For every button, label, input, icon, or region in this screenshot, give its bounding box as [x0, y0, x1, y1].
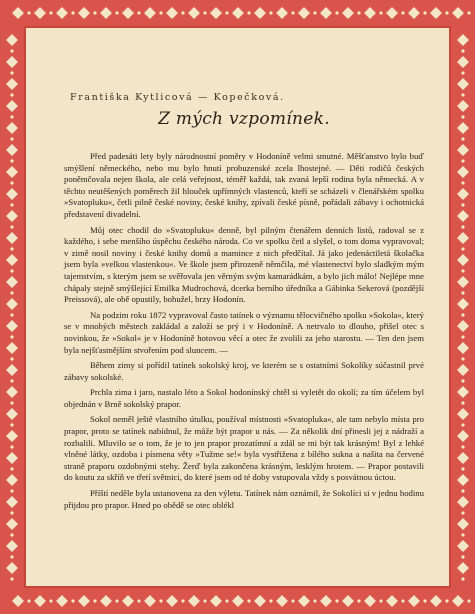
border-ornament [457, 56, 469, 68]
paragraph: Příští neděle byla ustanovena za den výletu. Tatínek nám oznámil, že Sokolíci si v jednu hodinu přijdou pro prapor. Hned po obědě se otec oblékl [64, 488, 424, 510]
border-ornament [137, 599, 140, 602]
border-ornament [181, 11, 184, 14]
border-ornament [461, 489, 464, 492]
border-ornament [34, 7, 46, 19]
border-ornament [445, 11, 448, 14]
border-ornament [6, 364, 18, 376]
border-ornament [457, 386, 469, 398]
border-ornament [457, 298, 469, 310]
border-ornament [6, 166, 18, 178]
border-ornament [276, 595, 288, 607]
border-ornament [457, 188, 469, 200]
border-ornament [461, 49, 464, 52]
border-ornament [457, 276, 469, 288]
border-ornament [188, 7, 200, 19]
border-ornament [408, 7, 420, 19]
paragraph: Můj otec chodil do »Svatopluku« denně, byl pilným čtenářem denních listů, radoval se z každého, i sebe menšího úspěchu českého národa. Co ve spolku četl a slyšel, o tom doma vypravoval; v zimě nosil noviny i české knihy domů a mamince z nich předčítal. Já jako jedenáctiletá školačka jsem byla »velkou vlastenkou«. Ve škole jsem přirozeně němčila, mé vlastenectví bylo sladkým mým tajemstvím, s kterým jsem se svěřovala jen věrným svým kamarádkám, a bylo jich málo! Nejlépe mne chápaly stejně smýšlející Emilka Mudrochová, dcerka berního úředníka a Gábinka Sekerová (pozdější Preissová), ale obě opustily, bohužel, brzy Hodonín. [64, 224, 424, 305]
border-ornament [10, 511, 13, 514]
border-ornament [457, 254, 469, 266]
border-ornament [457, 474, 469, 486]
border-ornament [166, 7, 178, 19]
border-ornament [467, 11, 470, 14]
border-ornament [6, 210, 18, 222]
border-ornament [10, 335, 13, 338]
border-ornament [78, 7, 90, 19]
border-ornament [457, 540, 469, 552]
border-ornament [159, 599, 162, 602]
border-ornament [247, 11, 250, 14]
border-ornament [12, 595, 24, 607]
border-ornament [71, 11, 74, 14]
border-ornament [313, 11, 316, 14]
paragraph: Sokol neměl ještě vlastního útulku, používal místnosti »Svatopluka«, ale tam nebylo místa pro prapor, proto se tatínek nabídnul, že může být prapor u nás. — Za několik dní přinesli jej z nádraží a rozbalili. Mluvilo se o tom, že je to jen prapor prozatímní a zdál se mi být tak krásným! Byl z lehké vlněné látky, ozdoba i písmena věty »Tužme se!« byla vystřižena z bílého sukna a našita na červené straně praporu ozdobnými stehy. Žerď byla zakončena krásným, lesklým hrotem. — Prapor postavili do koutu za skříň ve třetí světnici, do které jsem od té doby vstupovala vždy s posvátnou úctou. [64, 414, 424, 483]
border-ornament [452, 595, 464, 607]
border-ornament [335, 11, 338, 14]
border-ornament [467, 599, 470, 602]
border-ornament [461, 137, 464, 140]
border-ornament [461, 247, 464, 250]
border-ornament [6, 78, 18, 90]
border-ornament [6, 342, 18, 354]
border-ornament [457, 34, 469, 46]
border-ornament [461, 225, 464, 228]
border-ornament [445, 599, 448, 602]
border-ornament [461, 423, 464, 426]
border-ornament [225, 599, 228, 602]
border-ornament [10, 225, 13, 228]
border-ornament [10, 555, 13, 558]
border-ornament [430, 595, 442, 607]
border-ornament [6, 452, 18, 464]
border-ornament [10, 247, 13, 250]
border-ornament [6, 562, 18, 574]
border-ornament [408, 595, 420, 607]
border-ornament [313, 599, 316, 602]
article-title: Z mých vzpomínek. [158, 109, 330, 129]
border-ornament [461, 159, 464, 162]
border-ornament [232, 7, 244, 19]
border-ornament [423, 11, 426, 14]
border-ornament [100, 595, 112, 607]
border-ornament [457, 166, 469, 178]
border-ornament [364, 595, 376, 607]
border-ornament [457, 78, 469, 90]
paragraph: Na podzim roku 1872 vypravoval často tatínek o významu tělocvičného spolku »Sokola«, který se v mnohých městech zakládal a založí se prý i v Hodoníně. A netrvalo to dlouho, přišel otec s novinkou, že »Sokol« je v Hodoníně hotovou věcí a otec že zvolili za jeho starostu. — Ten den jsem byla nejšťastnějším stvořením pod sluncem. — [64, 309, 424, 355]
border-ornament [6, 276, 18, 288]
border-ornament [379, 11, 382, 14]
border-ornament [210, 7, 222, 19]
border-ornament [6, 386, 18, 398]
border-ornament [10, 159, 13, 162]
border-ornament [144, 7, 156, 19]
border-ornament [210, 595, 222, 607]
border-ornament [342, 7, 354, 19]
border-ornament [115, 599, 118, 602]
border-ornament [401, 599, 404, 602]
paragraph: Před padesáti lety byly národnostní poměry v Hodoníně velmi smutné. Měšťanstvo bylo buď smýšlení německého, nebo mu bylo hnutí probuzenské zcela lhostejné. — Děti rodičů českých poněmčovala nejen škola, ale celá veřejnost, téměř každá, tak zvaná lepší rodina byla německá. A v těchto neutěšených poměrech žil hlouček upřímných vlastenců, kteří se scházeli v členářském spolku »Svatopluku«, četli pilně české noviny, české knihy, zpívali české písně, pořádali zábavy i ochotnická představení divadelní. [64, 151, 424, 219]
border-ornament [461, 203, 464, 206]
border-ornament [6, 474, 18, 486]
border-ornament [457, 320, 469, 332]
border-ornament [291, 599, 294, 602]
border-ornament [56, 7, 68, 19]
border-ornament [34, 595, 46, 607]
border-ornament [457, 342, 469, 354]
border-ornament [461, 181, 464, 184]
border-ornament [6, 188, 18, 200]
border-ornament [357, 599, 360, 602]
border-ornament [457, 430, 469, 442]
border-ornament [10, 489, 13, 492]
border-ornament [10, 181, 13, 184]
border-ornament [10, 269, 13, 272]
border-ornament [225, 11, 228, 14]
border-ornament [457, 364, 469, 376]
border-ornament [269, 599, 272, 602]
border-ornament [6, 254, 18, 266]
paragraph: Prchla zima i jaro, nastalo léto a Sokol hodonínský chtěl si vyletět do okolí; za tím účelem byl objednán v Brně sokolský prapor. [64, 387, 424, 409]
border-ornament [6, 144, 18, 156]
border-ornament [457, 122, 469, 134]
border-ornament [232, 595, 244, 607]
border-ornament [27, 11, 30, 14]
border-ornament [6, 122, 18, 134]
border-ornament [12, 7, 24, 19]
border-ornament [335, 599, 338, 602]
border-ornament [461, 115, 464, 118]
border-ornament [452, 7, 464, 19]
border-ornament [461, 577, 464, 580]
border-ornament [461, 511, 464, 514]
border-ornament [291, 11, 294, 14]
border-ornament [461, 357, 464, 360]
border-ornament [10, 379, 13, 382]
border-ornament [56, 595, 68, 607]
border-ornament [269, 11, 272, 14]
border-ornament [320, 595, 332, 607]
border-ornament [78, 595, 90, 607]
border-ornament [457, 100, 469, 112]
border-ornament [6, 518, 18, 530]
border-ornament [461, 401, 464, 404]
border-ornament [6, 298, 18, 310]
border-ornament [430, 7, 442, 19]
border-ornament [49, 11, 52, 14]
border-ornament [457, 452, 469, 464]
paragraph: Během zimy si pořídil tatínek sokolský kroj, ve kterém se s ostatními Sokolíky súčastnil prvé zábavy sokolské. [64, 360, 424, 382]
border-ornament [457, 496, 469, 508]
border-ornament [6, 430, 18, 442]
border-ornament [122, 7, 134, 19]
border-ornament [144, 595, 156, 607]
border-ornament [10, 445, 13, 448]
border-ornament [71, 599, 74, 602]
border-ornament [10, 423, 13, 426]
border-ornament [247, 599, 250, 602]
border-ornament [10, 71, 13, 74]
border-ornament [401, 11, 404, 14]
border-ornament [159, 11, 162, 14]
border-ornament [10, 49, 13, 52]
border-ornament [10, 313, 13, 316]
border-ornament [93, 11, 96, 14]
border-ornament [298, 7, 310, 19]
border-ornament [100, 7, 112, 19]
border-ornament [386, 595, 398, 607]
border-ornament [457, 210, 469, 222]
border-ornament [181, 599, 184, 602]
border-ornament [461, 93, 464, 96]
border-ornament [122, 595, 134, 607]
border-ornament [10, 577, 13, 580]
border-ornament [461, 335, 464, 338]
border-ornament [10, 467, 13, 470]
border-ornament [461, 71, 464, 74]
border-ornament [6, 100, 18, 112]
border-ornament [188, 595, 200, 607]
border-ornament [461, 445, 464, 448]
border-ornament [461, 555, 464, 558]
border-ornament [27, 599, 30, 602]
border-ornament [6, 408, 18, 420]
border-ornament [115, 11, 118, 14]
border-ornament [364, 7, 376, 19]
border-ornament [10, 137, 13, 140]
border-ornament [254, 7, 266, 19]
border-ornament [6, 56, 18, 68]
border-ornament [10, 203, 13, 206]
border-ornament [461, 533, 464, 536]
border-ornament [10, 93, 13, 96]
border-ornament [10, 401, 13, 404]
border-ornament [93, 599, 96, 602]
border-ornament [342, 595, 354, 607]
border-ornament [10, 115, 13, 118]
border-ornament [10, 357, 13, 360]
border-ornament [203, 599, 206, 602]
border-ornament [137, 11, 140, 14]
border-ornament [457, 144, 469, 156]
border-ornament [320, 7, 332, 19]
border-ornament [6, 232, 18, 244]
border-ornament [461, 379, 464, 382]
border-ornament [461, 313, 464, 316]
border-ornament [379, 599, 382, 602]
border-ornament [166, 595, 178, 607]
border-ornament [457, 518, 469, 530]
border-ornament [254, 595, 266, 607]
border-ornament [49, 599, 52, 602]
article [64, 92, 424, 515]
border-ornament [203, 11, 206, 14]
border-ornament [423, 599, 426, 602]
author-line: Františka Kytlicová — Kopečková. [70, 92, 285, 103]
border-ornament [457, 408, 469, 420]
border-ornament [10, 533, 13, 536]
border-ornament [298, 595, 310, 607]
border-ornament [357, 11, 360, 14]
border-ornament [457, 562, 469, 574]
border-ornament [457, 232, 469, 244]
border-ornament [6, 496, 18, 508]
border-ornament [461, 269, 464, 272]
border-ornament [461, 291, 464, 294]
border-ornament [386, 7, 398, 19]
border-ornament [6, 34, 18, 46]
border-ornament [461, 467, 464, 470]
border-ornament [10, 291, 13, 294]
border-ornament [6, 540, 18, 552]
border-ornament [6, 320, 18, 332]
border-ornament [276, 7, 288, 19]
